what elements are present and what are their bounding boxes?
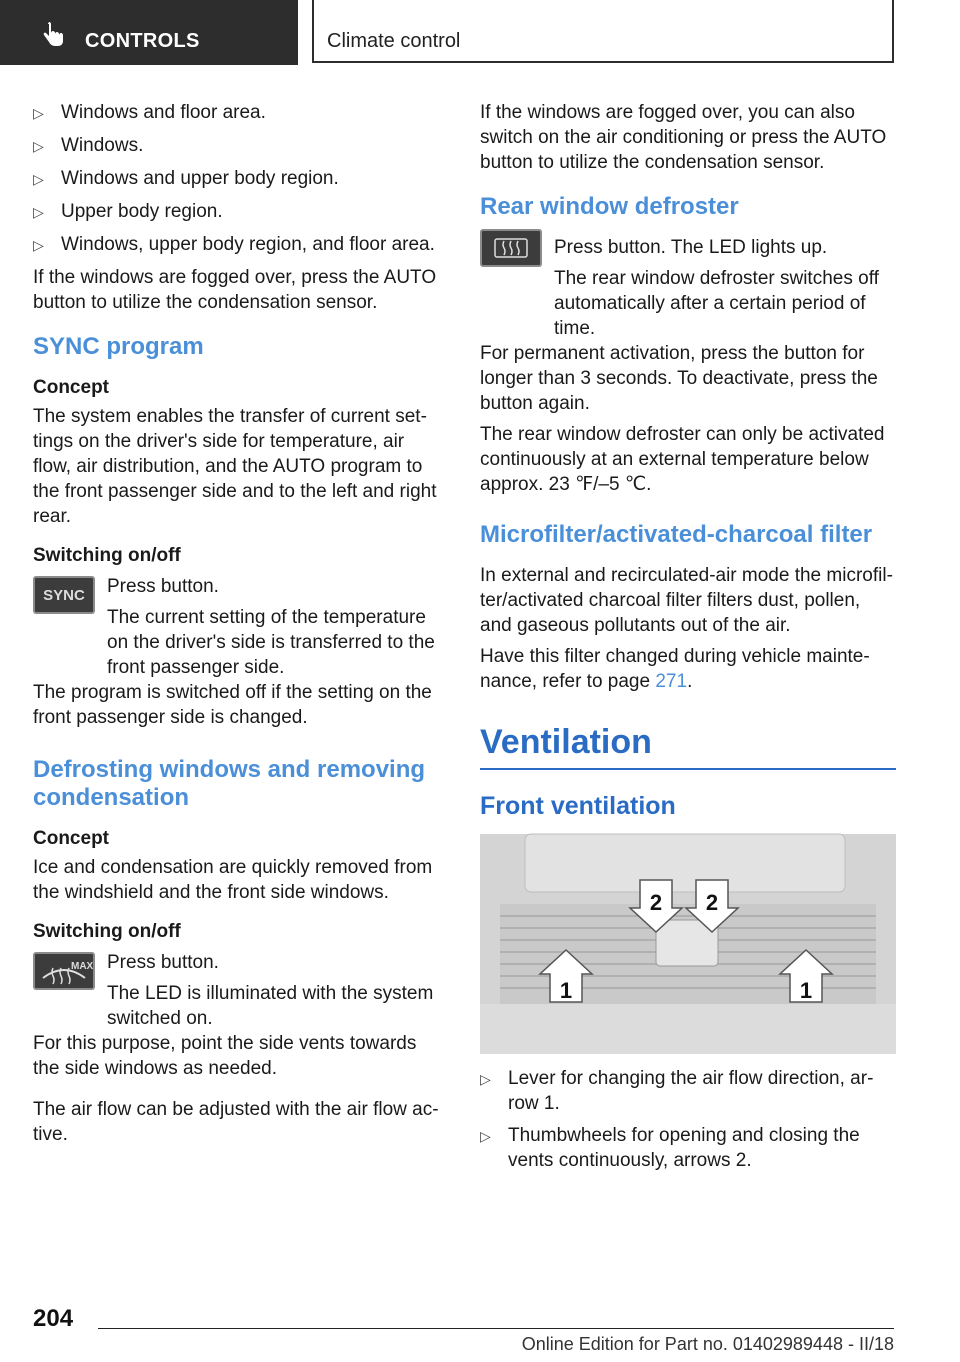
sync-button-icon: SYNC — [33, 576, 95, 614]
paragraph: In external and recirculated-air mode the microfilter/activated charcoal filter filters dust, pollen, and gaseous pollutants out of the air. — [480, 565, 893, 636]
triangle-bullet-icon: ▷ — [480, 1071, 491, 1087]
paragraph: If the windows are fogged over, press the AUTO button to utilize the condensation sensor. — [33, 267, 437, 313]
windshield-heat-icon — [39, 956, 94, 986]
rear-window-heat-icon — [491, 235, 531, 261]
paragraph: The air flow can be adjusted with the air flow active. — [33, 1099, 439, 1145]
triangle-bullet-icon: ▷ — [33, 105, 44, 121]
sync-button-row: SYNC Press button. The current setting of the temperature on the driver's side is transferred to the front passenger side. — [33, 574, 441, 680]
callout-1-left: 1 — [559, 978, 573, 1003]
heading-ventilation: Ventilation — [480, 722, 896, 770]
list-item: ▷ Thumbwheels for opening and closing the vents continuously, arrows 2. — [480, 1125, 860, 1171]
heading-rear-defroster: Rear window defroster — [480, 193, 739, 220]
heading-front-ventilation: Front ventilation — [480, 792, 676, 820]
max-defrost-button-icon — [33, 952, 95, 990]
subheading-switching: Switching on/off — [33, 545, 181, 566]
paragraph: For this purpose, point the side vents towards the side windows as needed. — [33, 1033, 417, 1079]
paragraph: The rear window defroster can only be activated continuously at an external temperature below approx. 23 ℉/–5 ℃. — [480, 424, 885, 495]
list-item: ▷ Windows and upper body region. — [33, 166, 441, 192]
list-item: ▷ Windows. — [33, 133, 441, 159]
paragraph: The system enables the transfer of current settings on the driver's side for temperature, air flow, air distribution, and the AUTO program to the front passenger side and to the left and right rear. — [33, 406, 437, 527]
triangle-bullet-icon: ▷ — [33, 204, 44, 220]
triangle-bullet-icon: ▷ — [33, 138, 44, 154]
triangle-bullet-icon: ▷ — [33, 237, 44, 253]
vent-illustration — [480, 834, 896, 1054]
section-label: CONTROLS — [85, 30, 200, 52]
footer-divider — [98, 1328, 894, 1329]
list-item: ▷ Windows, upper body region, and floor area. — [33, 232, 441, 258]
callout-2-left: 2 — [649, 890, 663, 915]
left-column — [33, 100, 441, 1153]
right-column — [480, 100, 896, 1180]
rear-defrost-button-icon — [480, 229, 542, 267]
subheading-switching: Switching on/off — [33, 921, 181, 942]
page-number: 204 — [33, 1305, 74, 1332]
paragraph: For permanent activation, press the button for longer than 3 seconds. To deactivate, press the button again. — [480, 343, 878, 414]
heading-defrost: Defrosting windows and removing condensation — [33, 756, 426, 811]
chapter-header — [312, 0, 894, 63]
paragraph: Ice and condensation are quickly removed from the windshield and the front side windows. — [33, 857, 433, 903]
heading-filter: Microfilter/activated-charcoal filter — [480, 521, 873, 548]
subheading-concept: Concept — [33, 377, 109, 398]
list-item: ▷ Windows and floor area. — [33, 100, 441, 126]
hand-pointer-icon — [40, 22, 66, 48]
triangle-bullet-icon: ▷ — [33, 171, 44, 187]
callout-2-right: 2 — [705, 890, 719, 915]
paragraph: Have this filter changed during vehicle maintenance, refer to page 271. — [480, 646, 870, 692]
triangle-bullet-icon: ▷ — [480, 1128, 491, 1144]
page-reference-link[interactable]: 271 — [655, 671, 688, 692]
callout-1-right: 1 — [799, 978, 813, 1003]
list-item: ▷ Upper body region. — [33, 199, 441, 225]
section-tab — [0, 0, 298, 65]
paragraph: If the windows are fogged over, you can also switch on the air conditioning or press the AUTO button to utilize the condensation sensor. — [480, 102, 887, 173]
rear-defrost-button-row: Press button. The LED lights up. The rear window defroster switches off automatically after a certain period of time. — [480, 235, 896, 341]
subheading-concept: Concept — [33, 828, 109, 849]
heading-sync: SYNC program — [33, 333, 204, 360]
vent-figure — [480, 834, 896, 1054]
paragraph: The program is switched off if the setting on the front passenger side is changed. — [33, 682, 432, 728]
svg-text:MAX: MAX — [71, 961, 94, 972]
chapter-title: Climate control — [327, 30, 461, 52]
max-button-row: MAX Press button. The LED is illuminated with the system switched on. — [33, 950, 441, 1031]
edition-note: Online Edition for Part no. 01402989448 - II/18 — [521, 1334, 894, 1354]
list-item: ▷ Lever for changing the air flow direction, arrow 1. — [480, 1068, 874, 1114]
